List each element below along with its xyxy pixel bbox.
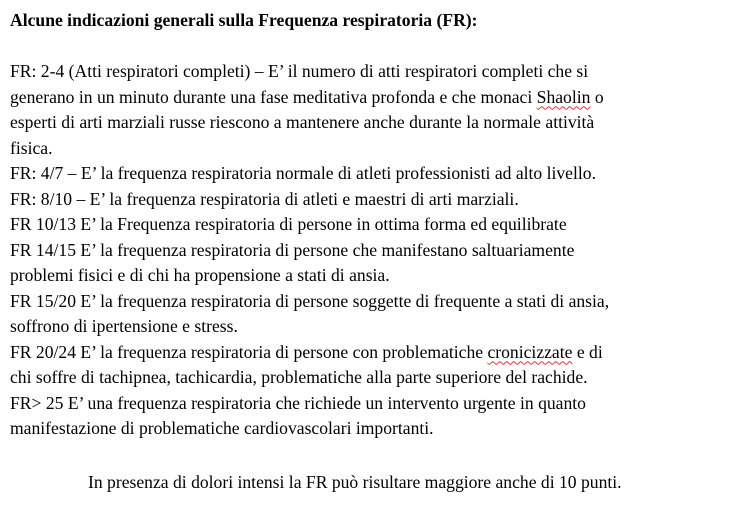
text-run: e di [572,341,603,362]
text-run: manifestazione di problematiche cardiovascolari importanti. [10,418,434,438]
paragraph-line [10,59,740,85]
paragraph-line [10,161,740,187]
text-run: FR: 2-4 (Atti respiratori completi) – E’ il numero di atti respiratori completi che si [10,61,589,81]
paragraph-line [10,212,740,238]
paragraph-line [10,136,740,162]
paragraph-line [10,238,740,264]
document-title: Alcune indicazioni generali sulla Frequenza respiratoria (FR): [10,10,478,30]
text-run: FR: 8/10 – E’ la frequenza respiratoria di atleti e maestri di arti marziali. [10,188,519,209]
text-run: FR 14/15 E’ la frequenza respiratoria di persone che manifestano saltuariamente [10,239,575,260]
paragraph-line [10,289,740,315]
text-run: FR: 4/7 – E’ la frequenza respiratoria normale di atleti professionisti ad alto livello. [10,163,596,183]
paragraph-line [10,340,740,366]
blank-line [10,33,740,59]
paragraph-line [10,314,740,340]
misspelled-word: Shaolin [536,86,591,107]
paragraph-line [10,365,740,391]
text-run: generano in un minuto durante una fase meditativa profonda e che monaci [10,86,537,107]
text-run: o [590,86,604,107]
text-run: FR 10/13 E’ la Frequenza respiratoria di persone in ottima forma ed equilibrate [10,214,567,234]
paragraph-line [10,391,740,417]
paragraph-line [10,263,740,289]
paragraph-line [10,416,740,442]
text-run: fisica. [10,137,53,158]
text-run: problemi fisici e di chi ha propensione a stati di ansia. [10,265,390,285]
misspelled-word: cronicizzate [487,341,573,362]
footnote: In presenza di dolori intensi la FR può risultare maggiore anche di 10 punti. [88,472,622,492]
text-run: soffrono di ipertensione e stress. [10,316,238,336]
text-run: chi soffre di tachipnea, tachicardia, problematiche alla parte superiore del rachide. [10,367,588,387]
paragraph-line [10,85,740,111]
paragraph-line [10,187,740,213]
text-run: FR 20/24 E’ la frequenza respiratoria di persone con problematiche [10,341,488,362]
text-run: FR 15/20 E’ la frequenza respiratoria di persone soggette di frequente a stati di ansia, [10,290,610,311]
document-body [10,8,740,442]
paragraph-line [10,110,740,136]
text-run: esperti di arti marziali russe riescono a mantenere anche durante la normale attività [10,112,595,132]
text-run: FR> 25 E’ una frequenza respiratoria che richiede un intervento urgente in quanto [10,392,586,413]
